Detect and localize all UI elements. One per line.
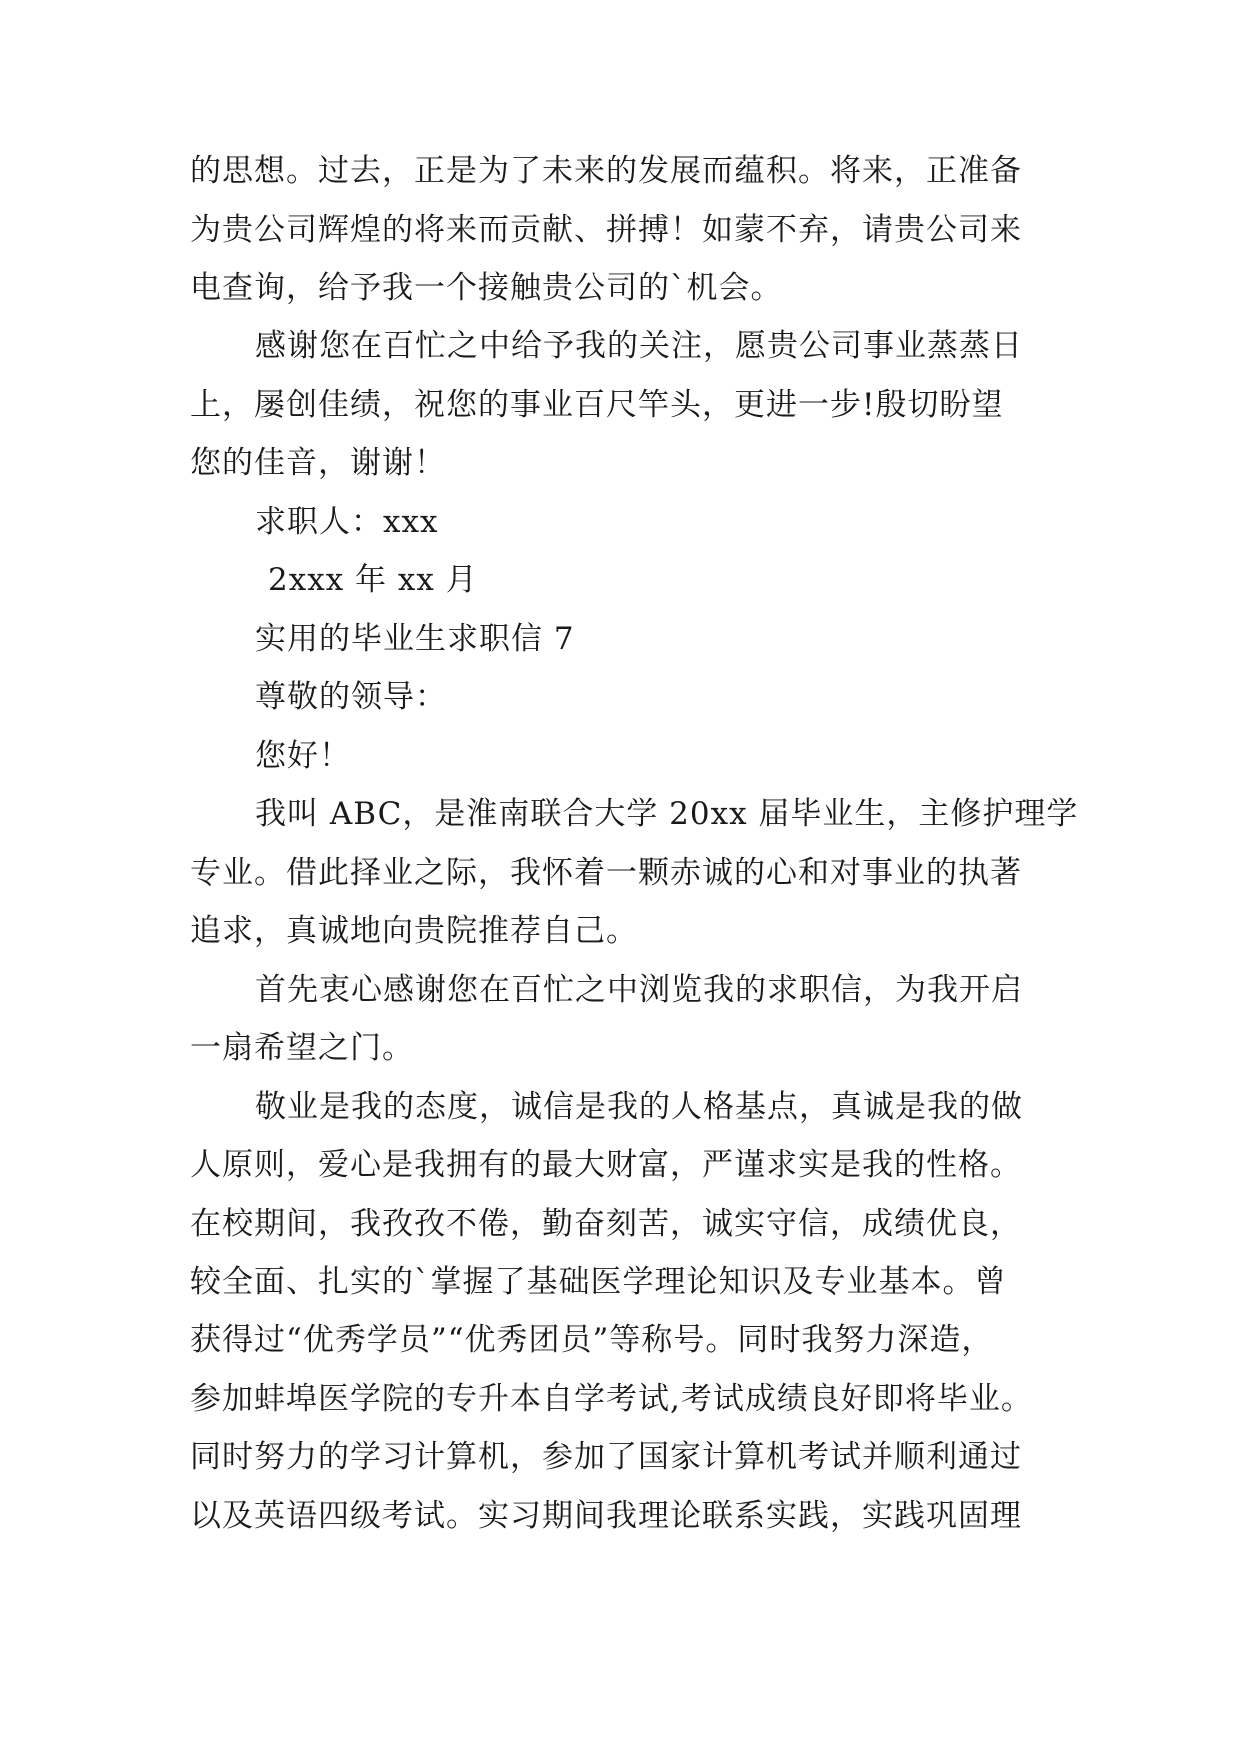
text-line-20: 较全面、扎实的`掌握了基础医学理论知识及专业基本。曾 xyxy=(190,1264,1007,1300)
text-line-19: 在校期间，我孜孜不倦，勤奋刻苦，诚实守信，成绩优良， xyxy=(190,1206,1022,1242)
text-line-14: 追求，真诚地向贵院推荐自己。 xyxy=(190,913,638,949)
text-line-16: 一扇希望之门。 xyxy=(190,1030,414,1066)
text-line-23: 同时努力的学习计算机，参加了国家计算机考试并顺利通过 xyxy=(190,1439,1022,1475)
text-line-18: 人原则，爱心是我拥有的最大财富，严谨求实是我的性格。 xyxy=(190,1147,1022,1183)
text-line-24: 以及英语四级考试。实习期间我理论联系实践，实践巩固理 xyxy=(190,1498,1022,1534)
signature-line: 求职人：xxx xyxy=(255,504,439,540)
text-line-2: 为贵公司辉煌的将来而贡献、拼搏！如蒙不弃，请贵公司来 xyxy=(190,212,1022,248)
text-line-4: 感谢您在百忙之中给予我的关注，愿贵公司事业蒸蒸日 xyxy=(255,328,1023,364)
section-heading: 实用的毕业生求职信 7 xyxy=(255,621,575,657)
text-line-22: 参加蚌埠医学院的专升本自学考试,考试成绩良好即将毕业。 xyxy=(190,1381,1033,1417)
text-line-1: 的思想。过去，正是为了未来的发展而蕴积。将来，正准备 xyxy=(190,153,1022,189)
text-line-3: 电查询，给予我一个接触贵公司的`机会。 xyxy=(190,270,783,306)
text-line-6: 您的佳音，谢谢！ xyxy=(190,445,446,481)
text-line-15: 首先衷心感谢您在百忙之中浏览我的求职信，为我开启 xyxy=(255,972,1023,1008)
text-line-12: 我叫 ABC，是淮南联合大学 20xx 届毕业生，主修护理学 xyxy=(255,796,1079,832)
text-line-13: 专业。借此择业之际，我怀着一颗赤诚的心和对事业的执著 xyxy=(190,855,1022,891)
date-line: 2xxx 年 xx 月 xyxy=(268,562,478,598)
text-line-17: 敬业是我的态度，诚信是我的人格基点，真诚是我的做 xyxy=(255,1089,1023,1125)
greeting: 您好！ xyxy=(255,738,351,774)
text-line-21: 获得过“优秀学员”“优秀团员”等称号。同时我努力深造， xyxy=(190,1322,994,1358)
salutation: 尊敬的领导： xyxy=(255,679,447,715)
text-line-5: 上，屡创佳绩，祝您的事业百尺竿头，更进一步!殷切盼望 xyxy=(190,387,1004,423)
